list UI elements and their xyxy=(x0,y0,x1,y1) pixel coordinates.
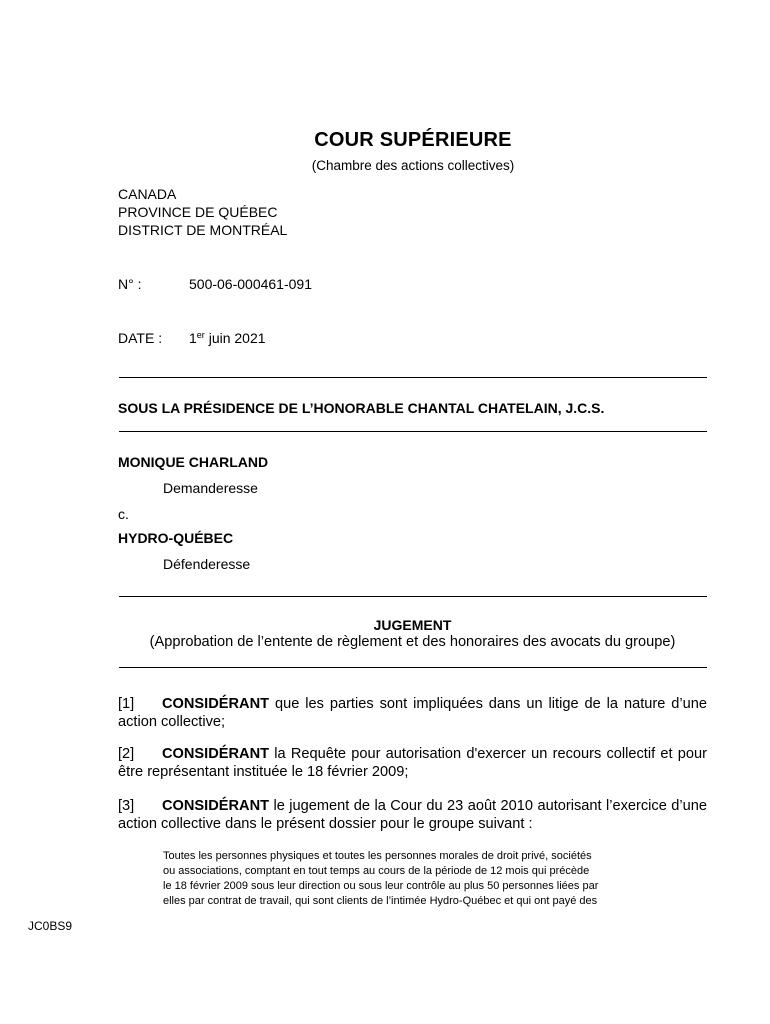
paragraph-keyword: CONSIDÉRANT xyxy=(162,696,270,712)
quote-line: le 18 février 2009 sous leur direction ou sous leur contrôle au plus 50 personnes liées par xyxy=(163,880,599,892)
paragraph-text: que les parties sont impliquées dans un litige de la nature d’une action collective; xyxy=(118,696,707,730)
court-title: COUR SUPÉRIEURE xyxy=(314,129,512,151)
paragraph-text: la Requête pour autorisation d'exercer un recours collectif et pour être représentant instituée le 18 février 2009; xyxy=(118,746,707,780)
paragraph-number: [2] xyxy=(118,746,135,762)
defendant-name: HYDRO-QUÉBEC xyxy=(118,530,234,546)
paragraph-keyword: CONSIDÉRANT xyxy=(162,798,270,814)
paragraph-3 xyxy=(118,797,707,833)
date-value xyxy=(189,329,266,347)
court-subtitle: (Chambre des actions collectives) xyxy=(311,158,515,173)
paragraph-keyword: CONSIDÉRANT xyxy=(162,746,270,762)
date-day: 1 xyxy=(189,330,197,346)
paragraph-1 xyxy=(118,695,707,731)
judgment-title: JUGEMENT xyxy=(373,617,452,633)
date-day-suffix: er xyxy=(196,330,205,340)
paragraph-text: le jugement de la Cour du 23 août 2010 autorisant l’exercice d’une action collective dans le présent dossier pour le groupe suivant : xyxy=(118,798,707,832)
versus-marker: c. xyxy=(118,506,129,522)
file-number-value: 500-06-000461-091 xyxy=(189,276,312,292)
paragraph-number: [1] xyxy=(118,696,135,712)
plaintiff-name: MONIQUE CHARLAND xyxy=(118,454,269,470)
judgment-subtitle: (Approbation de l’entente de règlement et des honoraires des avocats du groupe) xyxy=(149,634,676,650)
group-definition-quote xyxy=(163,849,662,909)
footer-code: JC0BS9 xyxy=(28,919,73,933)
quote-line: elles par contrat de travail, qui sont clients de l’intimée Hydro-Québec et qui ont payé des xyxy=(163,895,598,907)
separator-line xyxy=(119,596,707,597)
jurisdiction-province: PROVINCE DE QUÉBEC xyxy=(118,204,278,220)
quote-line: ou associations, comptant en tout temps au cours de la période de 12 mois qui précède xyxy=(163,865,590,877)
defendant-role: Défenderesse xyxy=(163,556,251,572)
jurisdiction-district: DISTRICT DE MONTRÉAL xyxy=(118,222,288,238)
date-rest: juin 2021 xyxy=(204,330,266,346)
quote-line: Toutes les personnes physiques et toutes les personnes morales de droit privé, sociétés xyxy=(163,850,592,862)
separator-line xyxy=(119,377,707,378)
jurisdiction-block xyxy=(118,185,287,239)
paragraph-2 xyxy=(118,745,707,781)
file-number-label: N° : xyxy=(118,276,142,292)
separator-line xyxy=(119,431,707,432)
plaintiff-role: Demanderesse xyxy=(163,480,258,496)
separator-line xyxy=(119,667,707,668)
presidence-line: SOUS LA PRÉSIDENCE DE L’HONORABLE CHANTAL CHATELAIN, J.C.S. xyxy=(118,400,605,416)
date-label: DATE : xyxy=(118,330,163,346)
jurisdiction-country: CANADA xyxy=(118,186,177,202)
paragraph-number: [3] xyxy=(118,798,135,814)
